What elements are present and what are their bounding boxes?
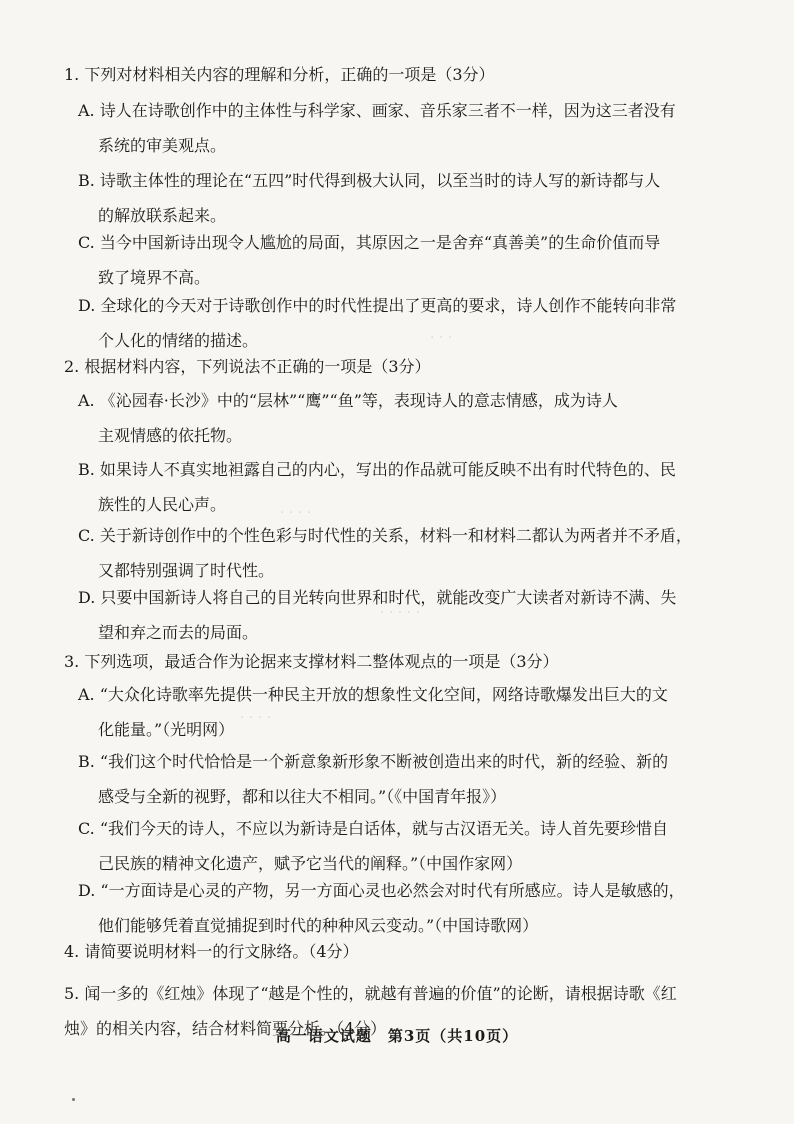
question-2-option-c bbox=[78, 518, 738, 588]
page-footer: 高一语文试题 第3页（共10页） bbox=[275, 1027, 519, 1045]
question-1-option-a bbox=[78, 93, 738, 163]
question-1-stem: 1. 下列对材料相关内容的理解和分析，正确的一项是（3分） bbox=[64, 65, 495, 84]
option-line: 致了境界不高。 bbox=[98, 268, 211, 287]
option-line: B. 如果诗人不真实地袒露自己的内心，写出的作品就可能反映不出有时代特色的、民 bbox=[78, 460, 676, 479]
option-line: 个人化的情绪的描述。 bbox=[98, 331, 259, 350]
question-1-option-d bbox=[78, 288, 738, 358]
option-line: 主观情感的依托物。 bbox=[98, 426, 243, 445]
option-line: 又都特别强调了时代性。 bbox=[98, 561, 275, 580]
question-3-option-a bbox=[78, 677, 738, 747]
question-2-stem: 2. 根据材料内容，下列说法不正确的一项是（3分） bbox=[64, 357, 431, 376]
option-line: 系统的审美观点。 bbox=[98, 136, 227, 155]
option-line: A. “大众化诗歌率先提供一种民主开放的想象性文化空间，网络诗歌爆发出巨大的文 bbox=[78, 685, 668, 704]
question-2-option-b bbox=[78, 452, 738, 522]
option-line: A. 诗人在诗歌创作中的主体性与科学家、画家、音乐家三者不一样，因为这三者没有 bbox=[78, 101, 676, 120]
question-4-stem: 4. 请简要说明材料一的行文脉络。（4分） bbox=[64, 942, 359, 961]
question-1-option-b bbox=[78, 163, 738, 233]
option-line: D. 只要中国新诗人将自己的目光转向世界和时代，就能改变广大读者对新诗不满、失 bbox=[78, 588, 677, 607]
question-2-option-a bbox=[78, 383, 738, 453]
bleed-through-mark: · · · · bbox=[280, 505, 312, 521]
option-line: D. 全球化的今天对于诗歌创作中的时代性提出了更高的要求，诗人创作不能转向非常 bbox=[78, 296, 677, 315]
option-line: 己民族的精神文化遗产，赋予它当代的阐释。”（中国作家网） bbox=[98, 854, 523, 873]
option-line: C. 当今中国新诗出现令人尴尬的局面，其原因之一是舍弃“真善美”的生命价值而导 bbox=[78, 233, 661, 252]
bleed-through-mark: · · · bbox=[430, 330, 453, 346]
option-line: 族性的人民心声。 bbox=[98, 495, 227, 514]
option-line: 化能量。”（光明网） bbox=[98, 720, 235, 739]
option-line: C. “我们今天的诗人，不应以为新诗是白话体，就与古汉语无关。诗人首先要珍惜自 bbox=[78, 819, 669, 838]
option-line: 感受与全新的视野，都和以往大不相同。”（《中国青年报》） bbox=[98, 787, 507, 806]
question-2-option-d bbox=[78, 580, 738, 650]
option-line: B. “我们这个时代恰恰是一个新意象新形象不断被创造出来的时代，新的经验、新的 bbox=[78, 752, 669, 771]
bleed-through-mark: · · · · · bbox=[380, 605, 421, 621]
question-5-line: 烛》的相关内容，结合材料简要分析。（4分） bbox=[64, 1019, 387, 1038]
option-line: B. 诗歌主体性的理论在“五四”时代得到极大认同，以至当时的诗人写的新诗都与人 bbox=[78, 171, 661, 190]
question-3-stem: 3. 下列选项，最适合作为论据来支撑材料二整体观点的一项是（3分） bbox=[64, 652, 559, 671]
option-line: 望和弃之而去的局面。 bbox=[98, 623, 259, 642]
question-3-option-b bbox=[78, 744, 738, 814]
question-3-option-d bbox=[78, 873, 738, 943]
option-line: C. 关于新诗创作中的个性色彩与时代性的关系，材料一和材料二都认为两者并不矛盾， bbox=[78, 526, 692, 545]
option-line: 的解放联系起来。 bbox=[98, 206, 227, 225]
option-line: D. “一方面诗是心灵的产物，另一方面心灵也必然会对时代有所感应。诗人是敏感的， bbox=[78, 881, 685, 900]
bleed-through-mark: · · · · bbox=[240, 710, 272, 726]
option-line: A. 《沁园春·长沙》中的“层林”“鹰”“鱼”等，表现诗人的意志情感，成为诗人 bbox=[78, 391, 618, 410]
question-5-line: 5. 闻一多的《红烛》体现了“越是个性的，就越有普遍的价值”的论断，请根据诗歌《红 bbox=[64, 984, 677, 1003]
option-line: 他们能够凭着直觉捕捉到时代的种种风云变动。”（中国诗歌网） bbox=[98, 916, 539, 935]
question-1-option-c bbox=[78, 225, 738, 295]
scan-speck bbox=[72, 1098, 75, 1101]
question-3-option-c bbox=[78, 811, 738, 881]
